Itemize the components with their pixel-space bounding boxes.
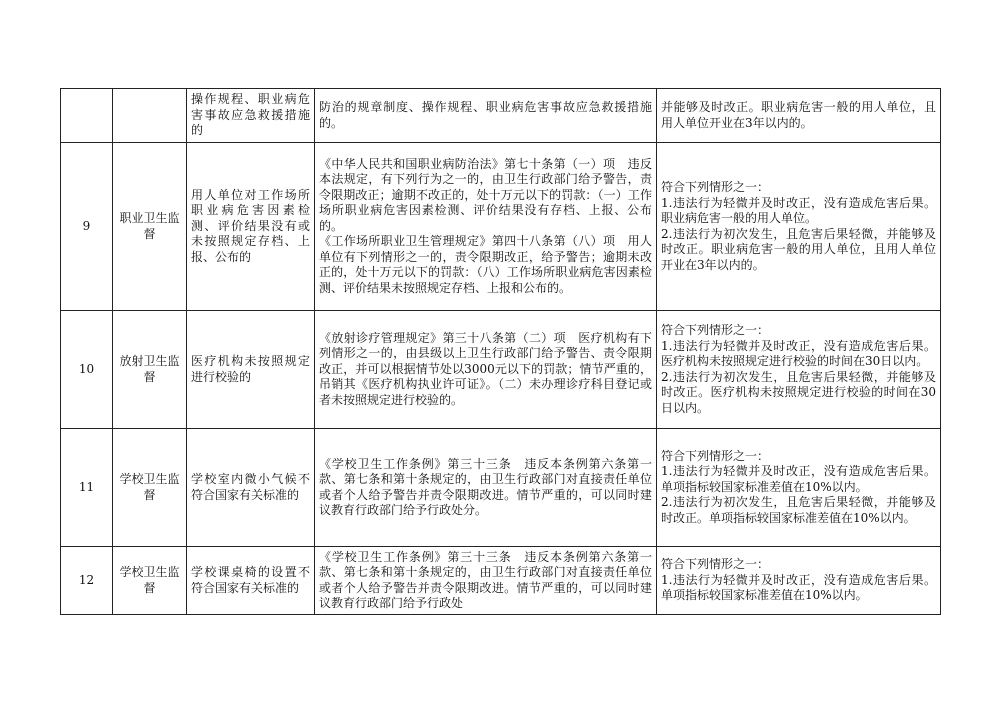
table-row — [61, 143, 941, 311]
row-number: 12 — [61, 547, 113, 615]
exemption-conditions — [657, 547, 941, 615]
supervision-type: 学校卫生监督 — [113, 429, 187, 547]
table-row — [61, 547, 941, 615]
supervision-type — [113, 89, 187, 143]
legal-basis-paragraph: 《学校卫生工作条例》第三十三条 违反本条例第六条第一款、第七条和第十条规定的，由卫生行政部门对直接责任单位或者个人给予警告并责令限期改进。情节严重的，可以同时建议教育行政部门给予行政处 — [319, 549, 652, 610]
condition-line: 1.违法行为轻微并及时改正，没有造成危害后果。职业病危害一般的用人单位。 — [661, 195, 936, 225]
violation-behavior: 学校室内微小气候不符合国家有关标准的 — [187, 429, 315, 547]
legal-basis — [315, 89, 657, 143]
condition-line: 符合下列情形之一： — [661, 323, 770, 337]
legal-basis — [315, 143, 657, 311]
legal-basis — [315, 429, 657, 547]
row-number: 10 — [61, 311, 113, 429]
legal-basis-paragraph: 《工作场所职业卫生管理规定》第四十八条第（八）项 用人单位有下列情形之一的，责令限期改正，给予警告；逾期未改正的，处十万元以下的罚款：（八）工作场所职业病危害因素检测、评价结果未按照规定存档、上报和公布的。 — [319, 234, 652, 295]
exemption-conditions — [657, 311, 941, 429]
legal-basis-paragraph: 防治的规章制度、操作规程、职业病危害事故应急救援措施的。 — [319, 100, 652, 130]
violation-behavior: 医疗机构未按照规定进行校验的 — [187, 311, 315, 429]
table-row — [61, 429, 941, 547]
condition-line: 并能够及时改正。职业病危害一般的用人单位，且用人单位开业在3年以内的。 — [661, 100, 936, 130]
condition-line: 1.违法行为轻微并及时改正，没有造成危害后果。医疗机构未按照规定进行校验的时间在30日以内。 — [661, 338, 936, 368]
legal-basis — [315, 311, 657, 429]
exemption-conditions — [657, 143, 941, 311]
legal-basis-paragraph: 《放射诊疗管理规定》第三十八条第（二）项 医疗机构有下列情形之一的，由县级以上卫生行政部门给予警告、责令限期改正，并可以根据情节处以3000元以下的罚款；情节严重的，吊销其《医疗机构执业许可证》。（二）未办理诊疗科目登记或者未按照规定进行校验的。 — [319, 330, 652, 407]
row-number: 9 — [61, 143, 113, 311]
supervision-type: 放射卫生监督 — [113, 311, 187, 429]
table-row — [61, 311, 941, 429]
exemption-conditions — [657, 429, 941, 547]
violation-behavior: 学校课桌椅的设置不符合国家有关标准的 — [187, 547, 315, 615]
violation-behavior: 用人单位对工作场所职业病危害因素检测、评价结果没有或未按照规定存档、上报、公布的 — [187, 143, 315, 311]
regulation-table — [60, 88, 941, 615]
legal-basis — [315, 547, 657, 615]
violation-behavior: 操作规程、职业病危害事故应急救援措施的 — [187, 89, 315, 143]
condition-line: 符合下列情形之一： — [661, 557, 770, 572]
supervision-type: 职业卫生监督 — [113, 143, 187, 311]
condition-line: 2.违法行为初次发生，且危害后果轻微，并能够及时改正。职业病危害一般的用人单位，且用人单位开业在3年以内的。 — [661, 226, 936, 272]
condition-line: 1.违法行为轻微并及时改正，没有造成危害后果。单项指标较国家标准差值在10%以内。 — [661, 464, 936, 494]
legal-basis-paragraph: 《中华人民共和国职业病防治法》第七十条第（一）项 违反本法规定，有下列行为之一的，由卫生行政部门给予警告，责令限期改正；逾期不改正的，处十万元以下的罚款：（一）工作场所职业病危害因素检测、评价结果没有存档、上报、公布的。 — [319, 156, 652, 233]
supervision-type: 学校卫生监督 — [113, 547, 187, 615]
legal-basis-paragraph: 《学校卫生工作条例》第三十三条 违反本条例第六条第一款、第七条和第十条规定的，由卫生行政部门对直接责任单位或者个人给予警告并责令限期改进。情节严重的，可以同时建议教育行政部门给予行政处分。 — [319, 456, 652, 517]
condition-line: 符合下列情形之一： — [661, 448, 770, 463]
row-number — [61, 89, 113, 143]
condition-line: 2.违法行为初次发生，且危害后果轻微，并能够及时改正。医疗机构未按照规定进行校验的时间在30日以内。 — [661, 369, 936, 415]
exemption-conditions — [657, 89, 941, 143]
condition-line: 2.违法行为初次发生，且危害后果轻微，并能够及时改正。单项指标较国家标准差值在10%以内。 — [661, 495, 936, 525]
row-number: 11 — [61, 429, 113, 547]
table-row — [61, 89, 941, 143]
condition-line: 1.违法行为轻微并及时改正，没有造成危害后果。单项指标较国家标准差值在10%以内。 — [661, 572, 936, 603]
condition-line: 符合下列情形之一： — [661, 180, 770, 194]
